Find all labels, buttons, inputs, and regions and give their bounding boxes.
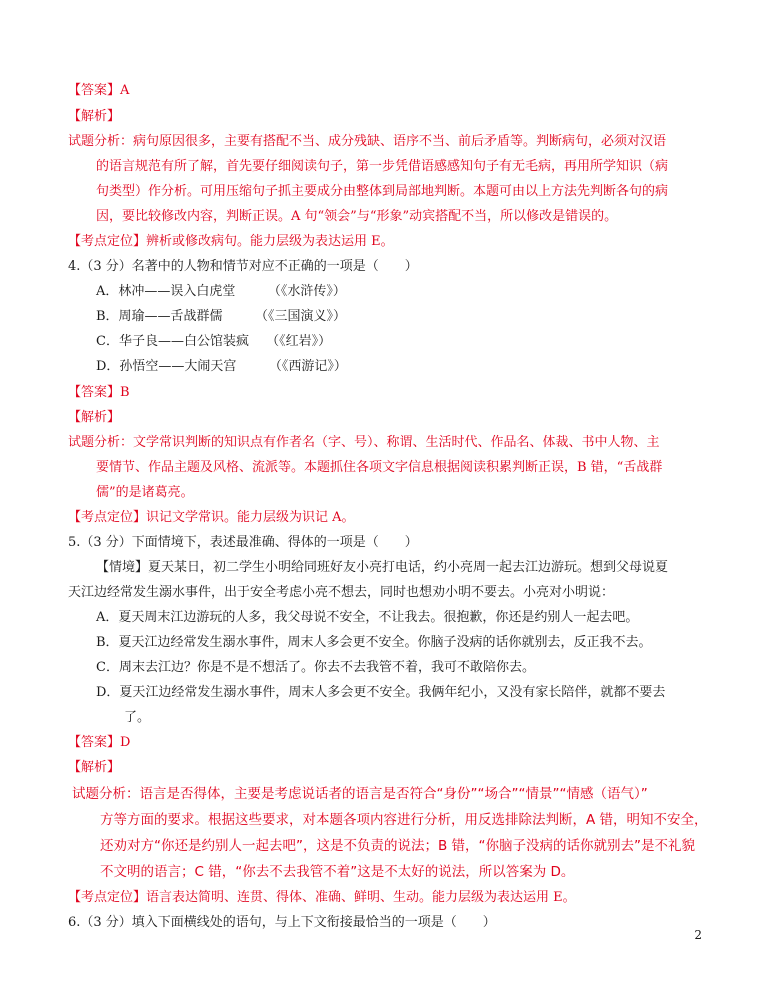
q5-analysis-tag: 【解析】 (68, 760, 121, 775)
q5-option-a: A．夏天周末江边游玩的人多，我父母说不安全，不让我去。很抱歉，你还是约别人一起去吧。 (96, 610, 639, 625)
q4-option-a: A．林冲——误入白虎堂 （《水浒传》） (96, 284, 346, 299)
answer-tag: 【答案】 (68, 385, 121, 400)
answer-tag: 【答案】 (68, 83, 121, 98)
point-text: 语言表达简明、连贯、得体、准确、鲜明、生动。能力层级为表达运用 E。 (146, 890, 576, 905)
answer-value: B (120, 385, 130, 400)
q3-analysis-line-4: 因，要比较修改内容，判断正误。A 句“领会”与“形象”动宾搭配不当，所以修改是错误的。 (96, 209, 618, 224)
q3-answer (68, 82, 129, 100)
q5-option-b: B．夏天江边经常发生溺水事件，周末人多会更不安全。你脑子没病的话你就别去，反正我不去。 (96, 635, 652, 650)
answer-tag: 【答案】 (68, 735, 121, 750)
q4-analysis-line-1: 试题分析：文学常识判断的知识点有作者名（字、号）、称谓、生活时代、作品名、体裁、书中人物、主 (68, 435, 660, 450)
q3-point (68, 233, 394, 251)
q5-option-d: D．夏天江边经常发生溺水事件，周末人多会更不安全。我俩年纪小，又没有家长陪伴，就都不要去 (96, 685, 666, 700)
q4-stem: 4.（3 分）名著中的人物和情节对应不正确的一项是（ ） (68, 259, 418, 274)
point-tag: 【考点定位】 (68, 234, 147, 249)
q5-point (68, 889, 576, 907)
q5-answer (68, 734, 130, 752)
page-number: 2 (694, 928, 702, 942)
q5-analysis-line-1: 试题分析：语言是否得体，主要是考虑说话者的语言是否符合“身份”“场合”“情景”“情感（语气）” (72, 786, 648, 802)
q4-option-d: D．孙悟空——大闹天宫 （《西游记》） (96, 359, 347, 374)
point-text: 识记文学常识。能力层级为识记 A。 (146, 510, 355, 525)
point-tag: 【考点定位】 (68, 890, 147, 905)
q3-analysis-line-3: 句类型）作分析。可用压缩句子抓主要成分由整体到局部地判断。本题可由以上方法先判断各句的病 (96, 184, 669, 199)
answer-value: A (120, 83, 130, 98)
q3-analysis-tag: 【解析】 (68, 109, 121, 124)
q4-option-c: C．华子良——白公馆装疯 （《红岩》） (96, 334, 332, 349)
q5-situation-line-2: 天江边经常发生溺水事件，出于安全考虑小亮不想去，同时也想劝小明不要去。小亮对小明说： (68, 585, 615, 600)
q5-analysis-line-3: 还劝对方“你还是约别人一起去吧”，这是不负责的说法；B 错，“你脑子没病的话你就别去”是不礼貌 (100, 838, 696, 854)
q4-option-b: B．周瑜——舌战群儒 （《三国演义》） (96, 309, 347, 324)
q4-point (68, 509, 355, 527)
q6-stem: 6.（3 分）填入下面横线处的语句，与上下文衔接最恰当的一项是（ ） (68, 915, 496, 930)
q4-analysis-tag: 【解析】 (68, 410, 121, 425)
q5-option-c: C．周末去江边？你是不是不想活了。你去不去我管不着，我可不敢陪你去。 (96, 660, 535, 675)
q3-analysis-line-2: 的语言规范有所了解，首先要仔细阅读句子，第一步凭借语感感知句子有无毛病，再用所学知识（病 (96, 159, 669, 174)
q5-analysis-line-2: 方等方面的要求。根据这些要求，对本题各项内容进行分析，用反选排除法判断，A 错，明知不安全， (100, 812, 708, 828)
q5-analysis-line-4: 不文明的语言；C 错，“你去不去我管不着”这是不太好的说法，所以答案为 D。 (100, 864, 575, 880)
point-tag: 【考点定位】 (68, 510, 147, 525)
q3-analysis-line-1: 试题分析：病句原因很多，主要有搭配不当、成分残缺、语序不当、前后矛盾等。判断病句，必须对汉语 (68, 134, 667, 149)
answer-value: D (120, 735, 131, 750)
q5-option-d-cont: 了。 (124, 710, 151, 725)
q5-situation-line-1: 【情境】夏天某日，初二学生小明给同班好友小亮打电话，约小亮周一起去江边游玩。想到父母说夏 (96, 560, 669, 575)
q5-stem: 5.（3 分）下面情境下，表述最准确、得体的一项是（ ） (68, 535, 418, 550)
q4-answer (68, 384, 130, 402)
q4-analysis-line-2: 要情节、作品主题及风格、流派等。本题抓住各项文字信息根据阅读积累判断正误，B 错，“舌战群 (96, 460, 663, 475)
point-text: 辨析或修改病句。能力层级为表达运用 E。 (146, 234, 394, 249)
q4-analysis-line-3: 儒”的是诸葛亮。 (96, 485, 194, 500)
